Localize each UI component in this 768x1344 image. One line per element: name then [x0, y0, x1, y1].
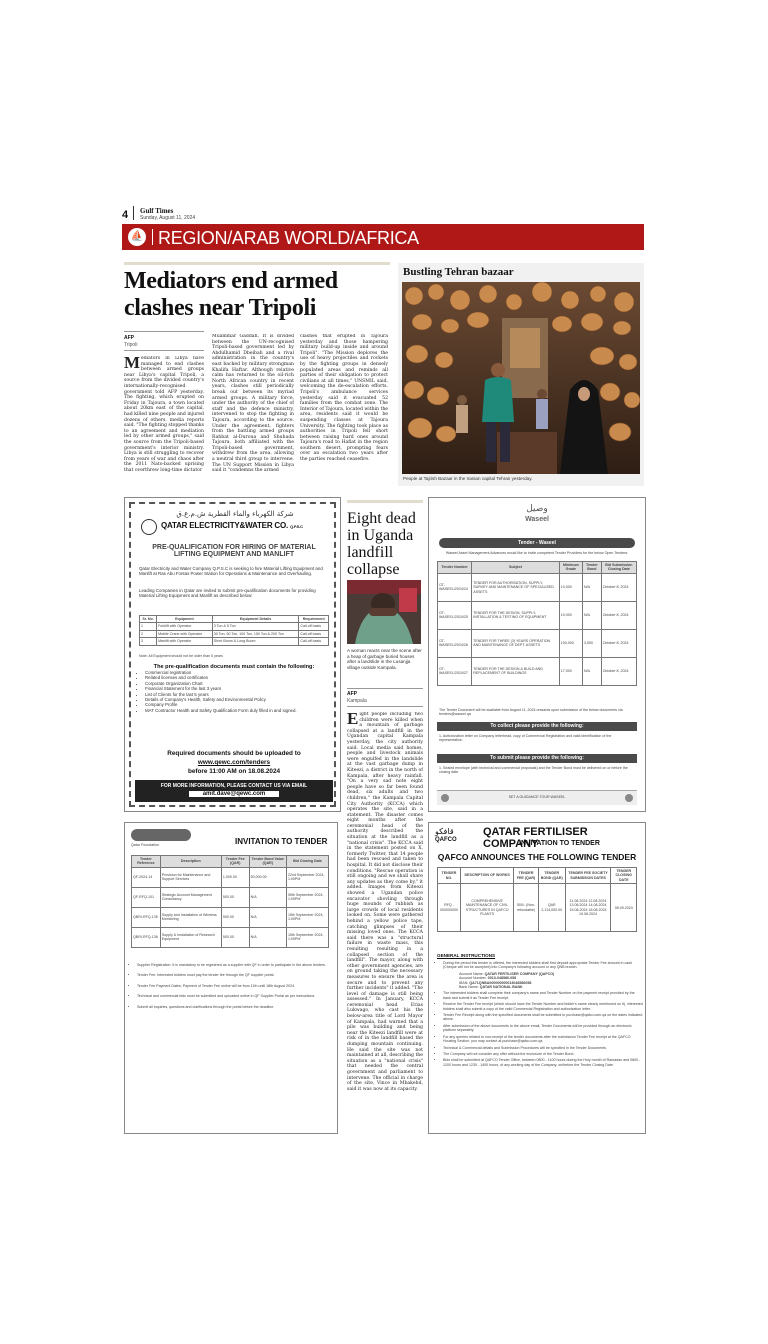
table-cell: October 8, 2024	[601, 601, 636, 629]
table-header: TENDER NO.	[438, 868, 461, 884]
table-cell: October 8, 2024	[601, 573, 636, 601]
issue-date: Sunday, August 11, 2024	[140, 215, 196, 221]
list-item: • The Company will not consider any offer without the enclosure of the Tender Bond.	[443, 1052, 643, 1056]
qafco-invitation: INVITATION TO TENDER	[519, 840, 600, 847]
qew-email[interactable]: amit.dave@qewc.com	[189, 791, 279, 797]
list-item: • MAT Contractor Health and Safety Qualification Form duly filled in and signed.	[145, 708, 341, 713]
account-label: Bank Name	[459, 985, 478, 990]
table-cell: 05th September 2024, 1:00PM	[286, 887, 328, 907]
qf-advert	[124, 822, 338, 1134]
table-cell: TENDER FOR THE DESIGN & BUILD AND REPLACEMENT OF BUILDINGS	[472, 657, 560, 685]
table-row	[438, 601, 637, 629]
table-row	[140, 630, 329, 637]
waseel-footer-text: SET A GUIDANCE TOUR WASEEL	[508, 795, 566, 799]
qafco-advert	[428, 822, 646, 1134]
table-row	[438, 629, 637, 657]
table-cell: TENDER FOR THE DESIGN, SUPPLY, INSTALLATION & TESTING OF EQUIPMENT	[472, 601, 560, 629]
waseel-note: The Tender Document will be available from August 11, 2024 onwards upon submission of the below documents via tenders@waseel.qa	[439, 708, 623, 717]
list-item: • Related licenses and certificates	[145, 675, 341, 680]
table-header-row	[132, 856, 329, 868]
lead-text-2: Muammar Gaddafi. It is divided between the UN-recognised Tripoli-based government led by Abdulhamid Dbeibah and a rival administration in the country's east backed by military strongman Khalifa Haftar. Although relative calm has returned to the oil-rich North African country in recent years, clashes still periodically break out between its myriad armed groups. A military force, under the authority of the chief of staff and the defence ministry, intervened to stop the fighting in Tajoura, according to the source. Under the agreement, fighters from the battling armed groups Rahbat al-Duroua and Shuhada Tajoura, both affiliated with the Tripoli-based government, withdrew from the area, allowing a neutral third group to intervene. The UN Support Mission in Libya said it "condemns the armed	[212, 334, 294, 474]
dropcap: E	[347, 712, 359, 728]
uganda-photo	[347, 580, 421, 644]
table-header: TENDER CLOSING DATE	[611, 868, 637, 884]
table-cell: OT-WASEEL/2024/26	[438, 629, 472, 657]
table-header: TENDER FEE SOCIETY SUBMISSION DATES	[565, 868, 611, 884]
waseel-advert	[428, 497, 646, 812]
qew-title: PRE-QUALIFICATION FOR HIRING OF MATERIAL LIFTING EQUIPMENT AND MANLIFT	[152, 544, 316, 558]
table-cell: 500.00	[221, 927, 249, 947]
qf-notes	[127, 963, 337, 1015]
banner-divider	[152, 229, 153, 245]
account-line: Account Name: QATAR FERTILISER COMPANY (QAFCO)	[459, 971, 555, 976]
table-cell: 3,500	[583, 629, 602, 657]
table-row	[132, 927, 329, 947]
qafco-general-heading: GENERAL INSTRUCTIONS	[437, 953, 496, 958]
bazaar-photo	[402, 282, 640, 474]
table-header: DESCRIPTION OF WORKS	[460, 868, 513, 884]
qew-company-name: QATAR ELECTRICITY&WATER CO.	[161, 521, 289, 530]
uganda-text: ight people including two children were killed when a mountain of garbage collapsed at a landfill in the Ugandan capital Kampala yesterday, the city authority said. Local media said homes, people and livestock animals were engulfed in the landslide at the vast garbage dump in Kiteezi, a district in the north of Kampala, after heavy rainfall. "On a very sad note eight people have so far been found dead, six adults and two children," the Kampala Capital City Authority (KCCA) which operates the site, said in a statement. The disaster comes eight months after the ceremonial head of the authority described the situation at the landfill as a "national crisis". The KCCA said in the statement posted on X, formerly Twitter, that 14 people had been rescued and taken to hospital. It did not disclose their conditions. "Rescue operation is still ongoing and we shall share any updates as they come by," it added. Images from Kiteezi showed a Ugandan police excavator shovling through huge mounds of rubbish as large crowds of local residents looked on. Some were gathered behind a yellow police tape, catching glimpses of their missing loved ones. The KCCA said there was a "structural failure in waste mass, this resulting resulting in a collapsed section of the landfill". The mayor, along with other government agencies, are on ground taking the necessary measures to ensure the area is secure and to prevent any further incidents" it added. "The level of damage is still being assessed." In January, KCCA ceremonial head Erias Lukwago, who cast his the below-area title of Lord Mayor of Kampala, had warned that a pile was building and being near the Kiteezi landfill were at risk of in the landfill based the dumping mountain continuing. He said the site was not maintained at all, describing the situation as a "national crisis" that needed the central government and parliament to intervene. The official in charge of the site, Vince in Mbakehd, said it was now at its capacity.	[347, 712, 423, 1092]
table-cell: 15th September 2024, 1:00PM	[286, 907, 328, 927]
qew-company	[161, 521, 303, 530]
social-icon	[625, 794, 633, 802]
table-cell: Call-off basis	[299, 638, 329, 645]
account-label: Account Name	[459, 971, 483, 976]
table-cell: N/A	[583, 601, 602, 629]
table-cell: OT-WASEEL/2024/27	[438, 657, 472, 685]
table-cell: RFQ - 000000000	[438, 884, 461, 932]
table-header: Equipment Details	[212, 616, 299, 623]
publication-name: Gulf Times	[140, 207, 174, 215]
table-cell: 08.09.2024	[611, 884, 637, 932]
qew-deadline: before 11:00 AM on 18.08.2024	[187, 768, 281, 775]
table-cell: Supply & Installation of Research Equipment	[160, 927, 221, 947]
list-item: • After submission of the above documents to the above email, Tender Documents will be provided through an electronic platform separately.	[443, 1024, 643, 1033]
waseel-tender-table	[437, 561, 637, 686]
uganda-byline-rule-bottom	[347, 706, 423, 707]
table-cell: 22nd September 2024, 1:00PM	[286, 867, 328, 887]
lead-text-3: clashes that erupted in Tajoura yesterday and those hampering military build-up inside and around Tripoli". "The Mission deplores the use of heavy projectiles and rockets by the fighting groups in densely populated areas and reminds all parties of their obligation to protect civilians at all times," UNSMIL said, welcoming the de-escalation efforts. Tripoli's ambulance services yesterday said it evacuated 52 families from the combat zone. The Interior of Tajoura, located within the area, residents said it would be suspending classes at Tajoura University. The fighting took place as authorities in Tripoli fell short between raising hard ones around Tajoura's road to Hafiat in the region southern desert, prompting fears over an escalation two years after the parties reached ceasefire.	[300, 334, 388, 463]
qafco-tender-table	[437, 867, 637, 932]
qafco-company: QATAR FERTILISER COMPANY	[483, 826, 588, 850]
table-cell: 10,000	[559, 601, 582, 629]
qew-upload-heading: Required documents should be uploaded to	[167, 750, 301, 757]
lead-column-2	[212, 334, 294, 484]
uganda-column	[347, 712, 423, 1132]
table-cell: Call-off basis	[299, 630, 329, 637]
table-header: Tender Bond	[583, 562, 602, 574]
qew-table-note: Note: All Equipment should not be older than 5 years	[139, 654, 223, 658]
list-item: • Tender Fee: Interested bidders must pay the tender fee through the QF supplier portal.	[137, 973, 337, 977]
table-cell: QF-RFQ-101	[132, 887, 161, 907]
waseel-title: Tender - Waseel	[439, 538, 635, 548]
table-header: TENDER BOND (QAR)	[538, 868, 565, 884]
lead-headline: Mediators end armed clashes near Tripoli	[124, 268, 338, 321]
qew-arabic-name: شركة الكهرباء والماء القطرية ش.م.ع.ق	[176, 510, 294, 518]
photo-feature-title: Bustling Tehran bazaar	[403, 266, 514, 278]
qafco-instructions	[433, 961, 643, 1069]
table-header-row	[438, 868, 637, 884]
list-item: • For any queries related to non-receipt of the tender documents after the submission Tender Fee receipt at the QAFCO Housing Section, you may contact at purchase@qafco.com.qa	[443, 1035, 643, 1044]
table-header: Tender Number	[438, 562, 472, 574]
table-row	[438, 884, 637, 932]
qew-contact-text: FOR MORE INFORMATION, PLEASE CONTACT US VIA EMAIL	[160, 783, 308, 789]
table-header: Description	[160, 856, 221, 868]
table-header: Bid Submission Closing Date	[601, 562, 636, 574]
table-cell: N/A	[583, 573, 602, 601]
table-cell: N/A	[249, 927, 286, 947]
table-header: Equipment	[157, 616, 213, 623]
lead-column-1	[124, 356, 204, 484]
header-divider	[133, 206, 134, 220]
qf-tender-table	[131, 855, 329, 948]
table-cell: 15th September 2024, 1:00PM	[286, 927, 328, 947]
list-item: • Supplier Registration: It is mandatory to be registered as a supplier with QF in order to participate in the above tenders.	[137, 963, 337, 967]
table-header: Tender Fee (QAR)	[221, 856, 249, 868]
uganda-byline-rule	[347, 688, 423, 689]
lead-column-3	[300, 334, 388, 484]
table-cell: 50,000.00	[249, 867, 286, 887]
list-item: • Technical & Commercial details and Submission Procedures will be specified in the Tender Documents.	[443, 1046, 643, 1050]
qew-upload-url[interactable]: www.qewc.com/tenders	[197, 759, 271, 766]
ship-logo-icon: ⛵	[128, 228, 146, 246]
table-cell: 17,000	[559, 657, 582, 685]
list-item: • During the period this tender is offered, the interested bidders shall first deposit appropriate Tender Fee amount in cash (Cheque will not be accepted) into Company's following account or any QNB branch.	[443, 961, 643, 970]
list-item: • Company Profile	[145, 702, 341, 707]
account-line: Bank Name: QATAR NATIONAL BANK	[459, 985, 523, 990]
lead-byline: AFP	[124, 335, 134, 341]
table-cell: QF-2024-14	[132, 867, 161, 887]
table-cell: TENDER FOR THREE (3) YEARS OPERATION AND MAINTENANCE OF DEPT. ASSETS	[472, 629, 560, 657]
list-item: • Corporate Organization Chart	[145, 681, 341, 686]
list-item: • Technical and commercial bids must be submitted and uploaded online in QF Supplier Portal as per instructions.	[137, 994, 337, 998]
table-cell: Strategic Account Management Consultancy	[160, 887, 221, 907]
table-cell: 2	[140, 630, 157, 637]
table-cell: 500.00	[221, 907, 249, 927]
table-row	[438, 573, 637, 601]
uganda-rule	[347, 500, 423, 503]
table-cell: Provision for Maintenance and Support Services	[160, 867, 221, 887]
uganda-photo-caption: A woman reacts near the scene after a heap of garbage buried houses after a landslide in the Lusanjja village outside Kampala.	[347, 648, 422, 670]
qew-contact-bar	[135, 780, 333, 802]
table-header: Minimum Grade	[559, 562, 582, 574]
table-cell: COMPREHENSIVE MAINTENANCE OF CIVIL STRUCTURES IN QAFCO PLANTS	[460, 884, 513, 932]
qf-logo-icon	[131, 829, 191, 841]
table-cell: 3	[140, 638, 157, 645]
qew-intro-2: Leading Companies in Qatar are invited to submit pre-qualification documents for providing Material Lifting Equipment and Manlift as described below:	[139, 588, 316, 599]
account-label: IBAN	[459, 980, 468, 985]
table-cell: N/A	[249, 887, 286, 907]
table-cell: N/A	[583, 657, 602, 685]
table-cell: Mobile Crane with Operator	[157, 630, 213, 637]
table-cell: 500/- (Non-refundable)	[514, 884, 539, 932]
table-cell: 500.00	[221, 887, 249, 907]
table-cell: 11.08.2024 12.08.2024 13.08.2024 14.08.2024 15.08.2024 18.08.2024 19.08.2024	[565, 884, 611, 932]
table-row	[140, 638, 329, 645]
table-cell: October 8, 2024	[601, 657, 636, 685]
table-cell: QBRI-RFQ-136	[132, 927, 161, 947]
list-item: • Receive the Tender Fee receipt (which should have the Tender Number and bidder's name clearly mentioned on it), interested bidders shall also submit a copy of the valid Commercial Registration and authorization letter.	[443, 1002, 643, 1011]
table-cell: 1	[140, 623, 157, 630]
qew-advert	[124, 497, 341, 812]
table-header: Sr. No.	[140, 616, 157, 623]
waseel-brand: Waseel	[525, 516, 549, 523]
qafco-arabic-name: قافكو	[435, 827, 454, 836]
qew-company-suffix: Q.P.S.C	[290, 524, 303, 529]
account-value: QA71QNBA000000000013048586058	[469, 980, 532, 985]
headline-rule	[124, 262, 390, 265]
list-item: • List of Clients for the last 5 years	[145, 692, 341, 697]
waseel-arabic-brand: وصيل	[526, 504, 548, 514]
table-header: Subject	[472, 562, 560, 574]
qew-intro: Qatar Electricity and Water Company Q.P.S.C is seeking to hire Material Lifting Equipment and Manlift at Ras Abu Fontas Power Station for Operations & Maintenance and Overhauling.	[139, 566, 323, 577]
qf-title: INVITATION TO TENDER	[235, 837, 328, 846]
qew-equipment-table	[139, 615, 329, 646]
table-cell: 100,000	[559, 629, 582, 657]
table-header: Tender Bond Value (QAR)	[249, 856, 286, 868]
qew-docs-list	[135, 670, 341, 713]
table-cell: OT-WASEEL/2024/24	[438, 573, 472, 601]
table-cell: TENDER FOR AUTHORISATION, SUPPLY, SURVEY AND MAINTENANCE OF SPECIALISED ASSETS	[472, 573, 560, 601]
table-cell: October 8, 2024	[601, 629, 636, 657]
table-cell: 3 Ton & 5 Ton	[212, 623, 299, 630]
page-number: 4	[122, 209, 129, 221]
account-value: QATAR FERTILISER COMPANY (QAFCO)	[484, 971, 555, 976]
waseel-submit-text: 1. Sealed envelope (with technical and commercial proposals) and the Tender Bond must be delivered on or before the closing date.	[439, 766, 628, 775]
table-row	[132, 907, 329, 927]
waseel-subtitle: Waseel Asset Management Advances would like to invite competent Tender Providers for the below Open Tenders:	[445, 551, 629, 555]
table-header-row	[140, 616, 329, 623]
table-cell: 10,000	[559, 573, 582, 601]
section-title: REGION/ARAB WORLD/AFRICA	[158, 228, 419, 248]
list-item: • The interested bidders shall complete their company's name and Tender Number on the payment receipt provided by the bank and submit it as Tender Fee receipt.	[443, 991, 643, 1000]
table-cell: 1,000.00	[221, 867, 249, 887]
table-header-row	[438, 562, 637, 574]
lead-text-1: ediators in Libya have managed to end clashes between armed groups near Libya's capital Tripoli, a source from the divided country's internationally-recognised government told AFP yesterday. The fighting, which erupted on Friday in Tajoura, a town located about 20km east of the capital, had killed nine people and injured dozens of others, media reports said. "The fighting stopped thanks to an agreement and mediation led by other armed groups," said the source from the Tripoli-based government's interior ministry. Libya is still struggling to recover from years of war and chaos after the 2011 Nato-backed uprising that overthrew long-time dictator	[124, 356, 204, 473]
globe-icon	[441, 794, 449, 802]
table-header: Bid Closing Date	[286, 856, 328, 868]
table-header: Requirement	[299, 616, 329, 623]
list-item: • Financial Statement for the last 3 years	[145, 686, 341, 691]
table-cell: Forklift with Operator	[157, 623, 213, 630]
qf-brand: Qatar Foundation	[131, 843, 159, 847]
table-row	[132, 867, 329, 887]
table-row	[132, 887, 329, 907]
lead-dateline: Tripoli	[124, 342, 138, 348]
account-line: Account Number: 0013-048586-058	[459, 976, 517, 981]
table-cell: N/A	[249, 907, 286, 927]
uganda-dateline: Kampala	[347, 698, 367, 704]
uganda-byline: AFP	[347, 691, 357, 697]
qafco-account-details	[459, 972, 643, 990]
qew-logo-icon	[141, 519, 157, 535]
account-line: IBAN: QA71QNBA000000000013048586058	[459, 980, 532, 985]
table-cell: OT-WASEEL/2024/25	[438, 601, 472, 629]
table-cell: Manlift with Operator	[157, 638, 213, 645]
table-cell: Short Boom & Long Boom	[212, 638, 299, 645]
list-item: • Tender Fee Payment Dates: Payment of Tender Fee online will be from 11th until 18th August 2024.	[137, 984, 337, 988]
qafco-announce: QAFCO ANNOUNCES THE FOLLOWING TENDER	[437, 852, 637, 862]
waseel-submit-heading: To submit please provide the following:	[437, 754, 637, 763]
table-cell: Call-off basis	[299, 623, 329, 630]
dropcap: M	[124, 356, 141, 372]
waseel-collect-text: 1. Authorization letter on Company letterhead, copy of Commercial Registration and valid identification of the representative.	[439, 734, 612, 743]
table-header: Tender Reference	[132, 856, 161, 868]
list-item: • Commercial registration	[145, 670, 341, 675]
table-cell: 30 Ton, 50 Ton, 100 Ton, 150 Ton & 200 Ton	[212, 630, 299, 637]
table-header: TENDER FEE (QAR)	[514, 868, 539, 884]
bazaar-illustration	[402, 282, 640, 474]
table-cell: Supply and Installation of Wireless Monitoring	[160, 907, 221, 927]
byline-rule-bottom	[124, 350, 204, 351]
account-label: Account Number	[459, 976, 486, 981]
list-item: • Tender Fee Receipt along with the specified documents shall be submitted to purchase@qafco.com.qa on the dates indicated above.	[443, 1013, 643, 1022]
list-item: • Bids shall be submitted at QAFCO Tender Office, between 0800 - 1100 hours during the Holy month of Ramadan and 0800 - 1200 hours and 1230 - 1400 hours, of any working day of the Company, on/before the Tender Closing Date.	[443, 1058, 643, 1067]
account-value: QATAR NATIONAL BANK	[479, 985, 523, 990]
table-row	[140, 623, 329, 630]
byline-rule	[124, 331, 204, 332]
table-row	[438, 657, 637, 685]
list-item: • Submit all inquiries, questions and clarifications through the portal before the deadline.	[137, 1005, 337, 1009]
qew-docs-heading: The pre-qualification documents must contain the following:	[153, 664, 315, 670]
qafco-brand: QAFCO	[435, 837, 457, 843]
table-cell: QBRI-RFQ-135	[132, 907, 161, 927]
uganda-headline: Eight dead in Uganda landfill collapse	[347, 510, 416, 578]
account-value: 0013-048586-058	[487, 976, 517, 981]
woman-illustration	[347, 580, 421, 644]
qew-ad-border	[129, 502, 336, 807]
waseel-collect-heading: To collect please provide the following:	[437, 722, 637, 731]
waseel-footer	[437, 790, 637, 805]
table-cell: QAR 2,114,000.00	[538, 884, 565, 932]
photo-caption: People at Tajrish Bazaar in the Iranian capital Tehran yesterday.	[403, 476, 533, 481]
list-item: • Details of Company's Health, Safety and Environmental Policy	[145, 697, 341, 702]
